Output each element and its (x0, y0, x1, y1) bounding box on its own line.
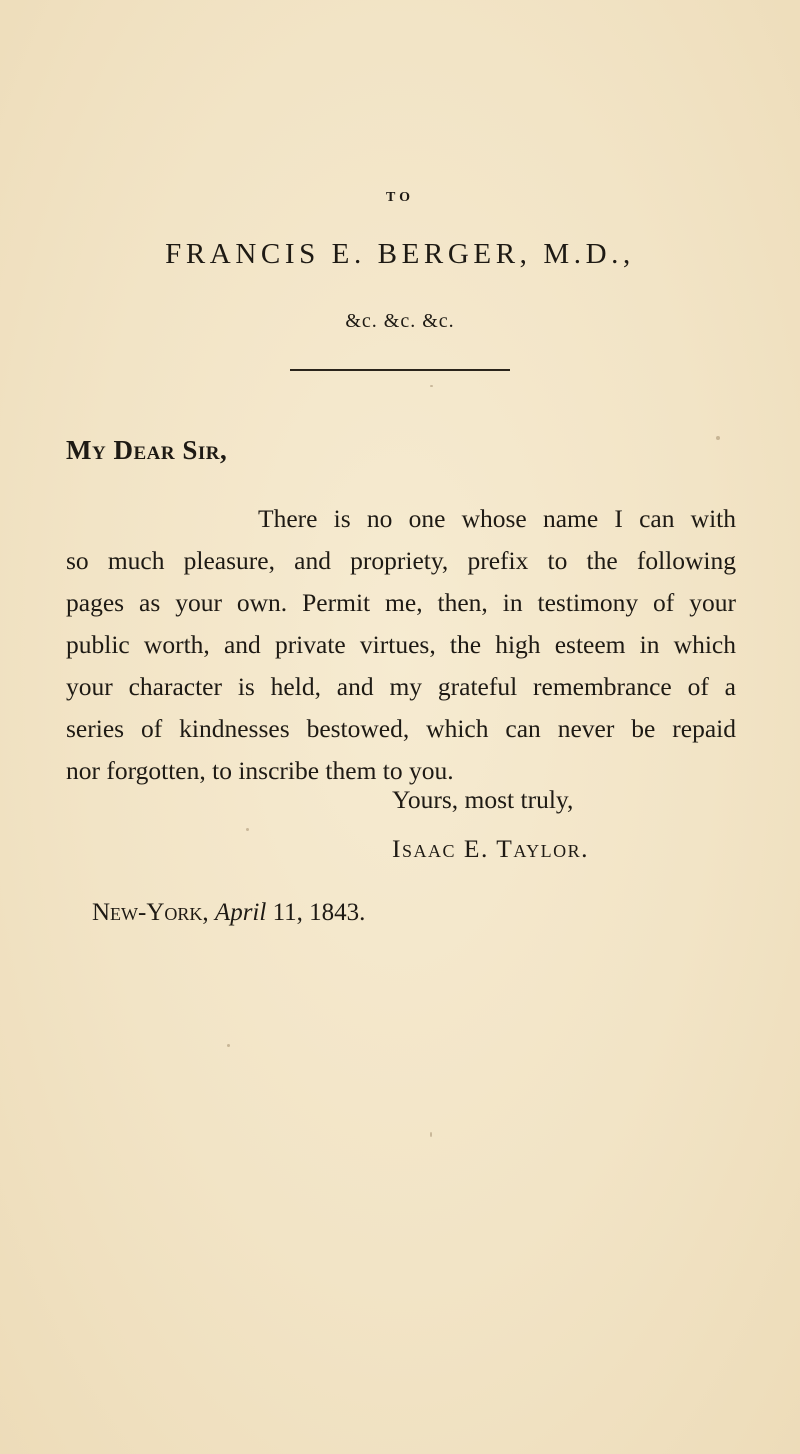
dateline-place: New-York, (92, 899, 209, 926)
paper-speck (430, 1132, 432, 1137)
letter-line: your character is held, and my grateful remembrance of a (66, 672, 736, 701)
letter-line: series of kindnesses bestowed, which can never be repaid (66, 714, 736, 743)
letter-line: pages as your own. Permit me, then, in testimony of your (66, 588, 736, 617)
paper-speck (716, 436, 720, 440)
paper-speck (246, 828, 249, 831)
dateline-month: April (214, 899, 267, 926)
letter-line: There is no one whose name I can with (258, 504, 736, 533)
dateline-day-year: 11, 1843. (272, 899, 366, 926)
letter-signature: Isaac E. Taylor. (392, 834, 590, 863)
paper-speck (430, 385, 433, 387)
dedicatee-etc: &c. &c. &c. (345, 310, 455, 332)
letter-line: so much pleasure, and propriety, prefix to the following (66, 546, 736, 575)
salutation: My Dear Sir, (66, 435, 228, 465)
divider-rule (290, 369, 510, 371)
letter-body (66, 498, 736, 792)
letter-line: public worth, and private virtues, the high esteem in which (66, 630, 736, 659)
dateline (92, 899, 365, 927)
dedicatee-name: FRANCIS E. BERGER, M.D., (165, 238, 635, 270)
dedication-to: TO (386, 190, 414, 205)
letter-closing: Yours, most truly, (392, 785, 574, 814)
letter-line: nor forgotten, to inscribe them to you. (66, 756, 454, 785)
paper-speck (227, 1044, 230, 1047)
